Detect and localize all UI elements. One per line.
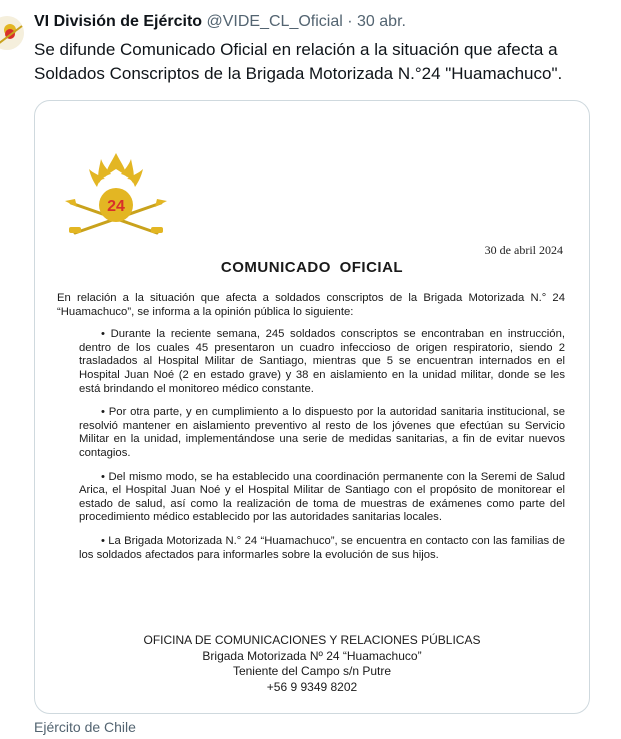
media-card[interactable] — [34, 100, 590, 714]
footer-brigade: Brigada Motorizada Nº 24 “Huamachuco” — [202, 648, 422, 663]
bullet-paragraph: • La Brigada Motorizada N.° 24 “Huamachuco”, se encuentra en contacto con las familias de los soldados afectados para informarles sobre la evolución de sus hijos. — [79, 534, 565, 561]
document-intro: En relación a la situación que afecta a soldados conscriptos de la Brigada Motorizada N.° 24 “Huamachuco”, se informa a la opinión pública lo siguiente: — [57, 292, 565, 318]
document-date: 30 de abril 2024 — [484, 243, 563, 257]
emblem-number: 24 — [107, 198, 125, 215]
footer-phone: +56 9 9349 8202 — [266, 679, 358, 694]
tweet-date[interactable]: 30 abr. — [357, 13, 406, 30]
document-body — [57, 292, 565, 572]
grenade-crossed-swords-icon — [61, 147, 171, 239]
author-avatar[interactable] — [0, 16, 24, 50]
bullet-paragraph: • Por otra parte, y en cumplimiento a lo dispuesto por la autoridad sanitaria institucional, se resolvió mantener en aislamiento preventivo al resto de los jóvenes que efectúan su Servicio Militar en la unidad, implementándose una serie de medidas sanitarias, a fin de evitar nuevos contagios. — [79, 406, 565, 459]
footer-office: OFICINA DE COMUNICACIONES Y RELACIONES PÚBLICAS — [143, 633, 481, 647]
tweet-header — [34, 12, 406, 32]
document-title: COMUNICADO OFICIAL — [220, 259, 404, 276]
communique-document — [35, 101, 589, 713]
document-footer — [35, 633, 589, 695]
separator: · — [347, 13, 353, 30]
bullet-paragraph: • Del mismo modo, se ha establecido una coordinación permanente con la Seremi de Salud Arica, el Hospital Juan Noé y el Hospital Militar de Santiago con el propósito de monitorear el estado de salud, así como la realización de toma de muestras de exámenes como parte del procedimiento médico establecido por las autoridades sanitarias locales. — [79, 470, 565, 524]
bullet-paragraph: • Durante la reciente semana, 245 soldados conscriptos se encontraban en instrucción, dentro de los cuales 45 presentaron un cuadro infeccioso de origen respiratorio, siendo 2 trasladados al Hospital Militar de Santiago, mientras que 5 se encuentran internados en el Hospital Juan Noé (2 en estado grave) y 38 en aislamiento en la unidad militar, donde se les está brindando el monitoreo médico constante. — [79, 328, 565, 395]
tweet-text: Se difunde Comunicado Oficial en relación a la situación que afecta a Soldados Conscriptos de la Brigada Motorizada N.°24 "Huamachuco". — [34, 40, 563, 83]
footer-address: Teniente del Campo s/n Putre — [232, 664, 392, 678]
author-name[interactable]: VI División de Ejército — [34, 13, 203, 30]
author-handle[interactable]: @VIDE_CL_Oficial — [206, 13, 343, 30]
source-label[interactable]: Ejército de Chile — [34, 719, 136, 735]
